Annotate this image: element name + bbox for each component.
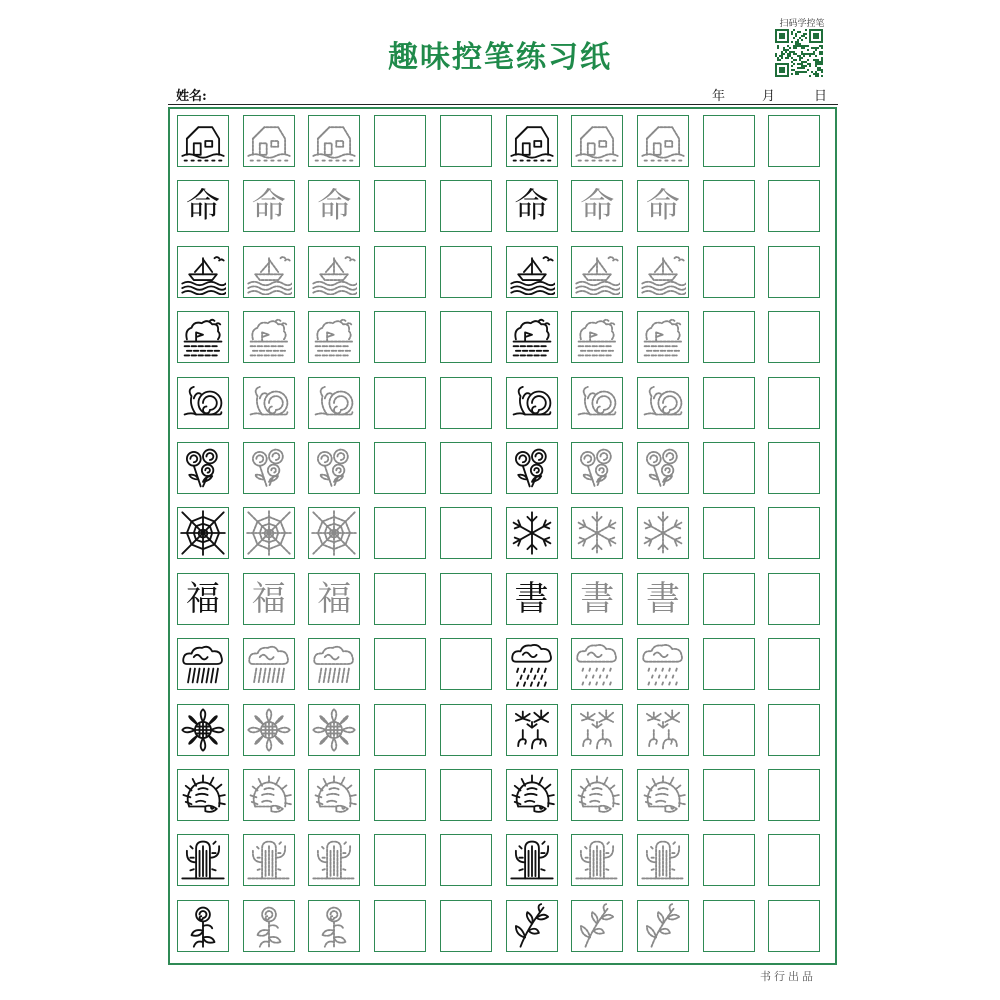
practice-cell[interactable] <box>177 246 229 298</box>
boat-icon <box>311 249 357 295</box>
shore-landscape-icon <box>246 314 292 360</box>
practice-cell[interactable] <box>374 377 426 429</box>
practice-cell[interactable] <box>374 834 426 886</box>
practice-cell[interactable] <box>308 704 360 756</box>
practice-cell[interactable] <box>637 442 689 494</box>
practice-cell[interactable] <box>571 704 623 756</box>
practice-cell[interactable] <box>308 246 360 298</box>
practice-cell[interactable] <box>440 900 492 952</box>
house-icon <box>311 118 357 164</box>
practice-cell[interactable] <box>703 115 755 167</box>
practice-cell[interactable] <box>768 507 820 559</box>
practice-cell[interactable] <box>768 834 820 886</box>
trace-character: 福 <box>317 578 352 619</box>
snail-icon <box>311 380 357 426</box>
practice-cell[interactable] <box>637 638 689 690</box>
practice-cell[interactable] <box>506 311 558 363</box>
model-character: 福 <box>186 578 220 619</box>
practice-cell[interactable] <box>768 246 820 298</box>
practice-cell[interactable] <box>571 115 623 167</box>
practice-cell[interactable] <box>374 180 426 232</box>
practice-cell[interactable] <box>703 311 755 363</box>
practice-cell[interactable] <box>703 834 755 886</box>
practice-cell[interactable] <box>637 900 689 952</box>
model-character: 書 <box>514 578 549 619</box>
practice-cell[interactable] <box>768 769 820 821</box>
sunflower-icon <box>180 707 226 753</box>
practice-cell[interactable] <box>243 573 295 625</box>
boat-icon <box>180 249 226 295</box>
practice-cell[interactable] <box>308 377 360 429</box>
practice-cell[interactable] <box>177 638 229 690</box>
practice-cell[interactable] <box>506 507 558 559</box>
model-character: 命 <box>514 186 549 227</box>
practice-cell[interactable] <box>637 769 689 821</box>
rose-icon <box>180 445 226 491</box>
house-icon <box>574 118 620 164</box>
practice-cell[interactable] <box>768 442 820 494</box>
practice-cell[interactable] <box>440 769 492 821</box>
practice-cell[interactable] <box>768 638 820 690</box>
practice-cell[interactable] <box>177 507 229 559</box>
practice-cell[interactable] <box>308 900 360 952</box>
spiral-flower-icon <box>180 903 226 949</box>
hedgehog-icon <box>180 772 226 818</box>
practice-cell[interactable] <box>177 311 229 363</box>
leafy-branch-icon <box>509 903 555 949</box>
drizzle-cloud-icon <box>640 641 686 687</box>
spiral-flower-icon <box>311 903 357 949</box>
practice-cell[interactable] <box>177 834 229 886</box>
drizzle-cloud-icon <box>509 641 555 687</box>
practice-cell[interactable] <box>308 180 360 232</box>
date-day-label: 日 <box>814 89 828 104</box>
cactus-icon <box>246 837 292 883</box>
practice-cell[interactable] <box>506 638 558 690</box>
practice-cell[interactable] <box>440 573 492 625</box>
spider-web-icon <box>311 510 357 556</box>
practice-cell[interactable] <box>374 246 426 298</box>
practice-cell[interactable] <box>374 900 426 952</box>
practice-cell[interactable] <box>571 377 623 429</box>
trace-character: 書 <box>645 578 680 619</box>
practice-cell[interactable] <box>440 442 492 494</box>
snail-icon <box>509 380 555 426</box>
practice-cell[interactable] <box>308 638 360 690</box>
practice-cell[interactable] <box>374 507 426 559</box>
rose-icon <box>509 445 555 491</box>
spider-web-icon <box>246 510 292 556</box>
shore-landscape-icon <box>311 314 357 360</box>
fireworks-icon <box>640 707 686 753</box>
snowflake-icon <box>640 510 686 556</box>
practice-cell[interactable] <box>506 180 558 232</box>
trace-character: 命 <box>645 186 680 227</box>
house-icon <box>640 118 686 164</box>
practice-cell[interactable] <box>243 704 295 756</box>
practice-cell[interactable] <box>571 180 623 232</box>
practice-cell[interactable] <box>768 180 820 232</box>
practice-cell[interactable] <box>440 507 492 559</box>
practice-cell[interactable] <box>768 377 820 429</box>
practice-cell[interactable] <box>308 573 360 625</box>
practice-cell[interactable] <box>177 180 229 232</box>
boat-icon <box>574 249 620 295</box>
practice-cell[interactable] <box>506 246 558 298</box>
qr-code-icon <box>775 29 823 77</box>
practice-cell[interactable] <box>374 573 426 625</box>
practice-cell[interactable] <box>308 834 360 886</box>
practice-cell[interactable] <box>506 377 558 429</box>
practice-cell[interactable] <box>506 442 558 494</box>
publisher-credit: 书行出品 <box>760 970 816 983</box>
practice-cell[interactable] <box>374 115 426 167</box>
practice-cell[interactable] <box>703 377 755 429</box>
practice-cell[interactable] <box>571 507 623 559</box>
cactus-icon <box>311 837 357 883</box>
practice-cell[interactable] <box>374 442 426 494</box>
rain-cloud-icon <box>246 641 292 687</box>
fireworks-icon <box>509 707 555 753</box>
practice-cell[interactable] <box>243 638 295 690</box>
practice-cell[interactable] <box>440 377 492 429</box>
practice-cell[interactable] <box>571 442 623 494</box>
practice-cell[interactable] <box>308 507 360 559</box>
page-title: 趣味控笔练习纸 <box>388 40 612 75</box>
hedgehog-icon <box>246 772 292 818</box>
qr-label: 扫码学控笔 <box>779 19 825 29</box>
practice-cell[interactable] <box>506 115 558 167</box>
practice-cell[interactable] <box>703 638 755 690</box>
rain-cloud-icon <box>180 641 226 687</box>
trace-character: 命 <box>317 186 352 227</box>
practice-cell[interactable] <box>177 115 229 167</box>
practice-cell[interactable] <box>637 246 689 298</box>
hedgehog-icon <box>311 772 357 818</box>
practice-cell[interactable] <box>177 377 229 429</box>
boat-icon <box>246 249 292 295</box>
practice-cell[interactable] <box>243 180 295 232</box>
snowflake-icon <box>509 510 555 556</box>
practice-cell[interactable] <box>768 704 820 756</box>
practice-cell[interactable] <box>637 115 689 167</box>
practice-cell[interactable] <box>243 115 295 167</box>
practice-cell[interactable] <box>571 573 623 625</box>
practice-cell[interactable] <box>637 704 689 756</box>
drizzle-cloud-icon <box>574 641 620 687</box>
practice-cell[interactable] <box>571 834 623 886</box>
trace-character: 書 <box>580 578 615 619</box>
cactus-icon <box>640 837 686 883</box>
fireworks-icon <box>574 707 620 753</box>
practice-cell[interactable] <box>243 246 295 298</box>
snail-icon <box>574 380 620 426</box>
cactus-icon <box>509 837 555 883</box>
hedgehog-icon <box>509 772 555 818</box>
practice-cell[interactable] <box>506 900 558 952</box>
trace-character: 命 <box>580 186 615 227</box>
shore-landscape-icon <box>180 314 226 360</box>
leafy-branch-icon <box>640 903 686 949</box>
practice-cell[interactable] <box>637 573 689 625</box>
practice-cell[interactable] <box>637 507 689 559</box>
practice-cell[interactable] <box>440 246 492 298</box>
practice-cell[interactable] <box>177 442 229 494</box>
practice-cell[interactable] <box>308 442 360 494</box>
leafy-branch-icon <box>574 903 620 949</box>
practice-cell[interactable] <box>703 900 755 952</box>
boat-icon <box>640 249 686 295</box>
practice-cell[interactable] <box>177 573 229 625</box>
practice-cell[interactable] <box>571 769 623 821</box>
rose-icon <box>246 445 292 491</box>
practice-cell[interactable] <box>768 311 820 363</box>
practice-cell[interactable] <box>243 507 295 559</box>
practice-cell[interactable] <box>506 704 558 756</box>
house-icon <box>180 118 226 164</box>
practice-cell[interactable] <box>637 180 689 232</box>
practice-cell[interactable] <box>768 900 820 952</box>
cactus-icon <box>574 837 620 883</box>
spiral-flower-icon <box>246 903 292 949</box>
practice-cell[interactable] <box>703 704 755 756</box>
practice-cell[interactable] <box>308 769 360 821</box>
shore-landscape-icon <box>574 314 620 360</box>
practice-cell[interactable] <box>243 377 295 429</box>
practice-cell[interactable] <box>637 311 689 363</box>
practice-cell[interactable] <box>308 311 360 363</box>
practice-cell[interactable] <box>571 311 623 363</box>
name-label: 姓名: <box>176 89 207 104</box>
practice-cell[interactable] <box>243 311 295 363</box>
practice-cell[interactable] <box>374 769 426 821</box>
practice-cell[interactable] <box>703 769 755 821</box>
practice-cell[interactable] <box>506 834 558 886</box>
practice-cell[interactable] <box>506 573 558 625</box>
practice-cell[interactable] <box>571 638 623 690</box>
sunflower-icon <box>246 707 292 753</box>
practice-cell[interactable] <box>243 442 295 494</box>
practice-cell[interactable] <box>177 769 229 821</box>
snail-icon <box>180 380 226 426</box>
rose-icon <box>640 445 686 491</box>
rose-icon <box>574 445 620 491</box>
practice-cell[interactable] <box>243 900 295 952</box>
spider-web-icon <box>180 510 226 556</box>
practice-grid <box>168 107 837 965</box>
hedgehog-icon <box>574 772 620 818</box>
name-underline <box>168 104 838 105</box>
house-icon <box>509 118 555 164</box>
rain-cloud-icon <box>311 641 357 687</box>
trace-character: 福 <box>251 578 286 619</box>
practice-cell[interactable] <box>374 311 426 363</box>
rose-icon <box>311 445 357 491</box>
practice-cell[interactable] <box>374 704 426 756</box>
practice-cell[interactable] <box>703 180 755 232</box>
practice-cell[interactable] <box>374 638 426 690</box>
snowflake-icon <box>574 510 620 556</box>
practice-cell[interactable] <box>177 900 229 952</box>
shore-landscape-icon <box>640 314 686 360</box>
practice-cell[interactable] <box>243 834 295 886</box>
sunflower-icon <box>311 707 357 753</box>
practice-cell[interactable] <box>571 246 623 298</box>
practice-cell[interactable] <box>177 704 229 756</box>
snail-icon <box>640 380 686 426</box>
hedgehog-icon <box>640 772 686 818</box>
practice-cell[interactable] <box>637 377 689 429</box>
practice-cell[interactable] <box>506 769 558 821</box>
trace-character: 命 <box>251 186 286 227</box>
model-character: 命 <box>186 186 220 227</box>
practice-cell[interactable] <box>243 769 295 821</box>
practice-cell[interactable] <box>440 834 492 886</box>
practice-cell[interactable] <box>440 180 492 232</box>
practice-cell[interactable] <box>440 638 492 690</box>
practice-cell[interactable] <box>768 573 820 625</box>
shore-landscape-icon <box>509 314 555 360</box>
practice-cell[interactable] <box>768 115 820 167</box>
snail-icon <box>246 380 292 426</box>
boat-icon <box>509 249 555 295</box>
date-month-label: 月 <box>762 89 776 104</box>
practice-cell[interactable] <box>440 115 492 167</box>
practice-cell[interactable] <box>637 834 689 886</box>
practice-cell[interactable] <box>703 573 755 625</box>
practice-cell[interactable] <box>703 246 755 298</box>
practice-cell[interactable] <box>703 507 755 559</box>
cactus-icon <box>180 837 226 883</box>
practice-cell[interactable] <box>703 442 755 494</box>
house-icon <box>246 118 292 164</box>
practice-cell[interactable] <box>440 704 492 756</box>
practice-cell[interactable] <box>440 311 492 363</box>
practice-cell[interactable] <box>571 900 623 952</box>
practice-cell[interactable] <box>308 115 360 167</box>
date-year-label: 年 <box>712 89 726 104</box>
